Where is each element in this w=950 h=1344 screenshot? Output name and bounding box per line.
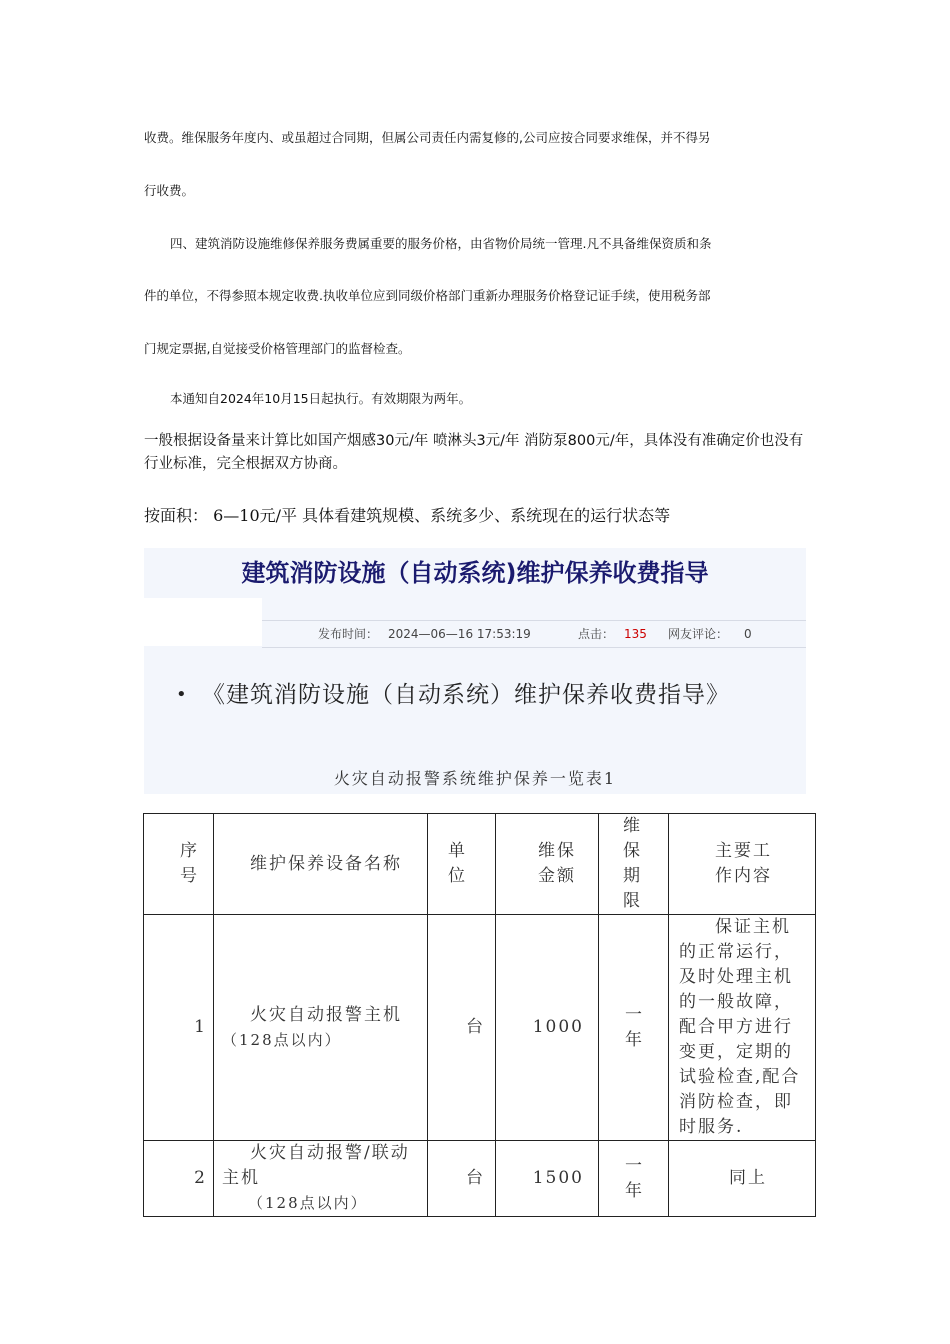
paragraph-4: 件的单位，不得参照本规定收费.执收单位应到同级价格部门重新办理服务价格登记证手续，使用税务部 (144, 288, 711, 303)
paragraph-5: 门规定票据,自觉接受价格管理部门的监督检查。 (144, 341, 411, 356)
row-name-cell (214, 1141, 428, 1217)
published-label: 发布时间： (318, 627, 379, 641)
header-amount: 维保金额 (496, 814, 599, 915)
clicks-value: 135 (624, 627, 647, 641)
row-period: 一年 (599, 1141, 669, 1217)
table-row (144, 915, 816, 1141)
paragraph-6: 本通知自2024年10月15日起执行。有效期限为两年。 (170, 391, 472, 406)
table-header-row (144, 814, 816, 915)
row-amount: 1500 (496, 1141, 599, 1217)
published-value: 2024—06—16 17:53:19 (388, 627, 531, 641)
table-row (144, 1141, 816, 1217)
header-content: 主要工作内容 (669, 814, 816, 915)
row-no: 1 (144, 915, 214, 1141)
bullet-icon: • (176, 684, 187, 705)
row-name: 火灾自动报警主机 (250, 1004, 402, 1025)
paragraph-1: 收费。维保服务年度内、或虽超过合同期，但属公司责任内需复修的,公司应按合同要求维保，并不得另 (144, 130, 711, 145)
row-name-cell (214, 915, 428, 1141)
row-no: 2 (144, 1141, 214, 1217)
row-content: 保证主机的正常运行，及时处理主机的一般故障，配合甲方进行变更，定期的试验检查,配合消防检查，即时服务. (669, 915, 816, 1141)
bullet-text[interactable]: 《建筑消防设施（自动系统）维护保养收费指导》 (202, 682, 730, 708)
comments-value: 0 (744, 627, 752, 641)
maintenance-fee-table (143, 813, 816, 1217)
row-period: 一年 (599, 915, 669, 1141)
paragraph-2: 行收费。 (144, 183, 195, 198)
table-caption: 火灾自动报警系统维护保养一览表1 (333, 769, 617, 788)
header-name: 维护保养设备名称 (214, 814, 428, 915)
comments-label: 网友评论： (668, 627, 729, 641)
header-unit: 单位 (428, 814, 496, 915)
row-content: 同上 (669, 1141, 816, 1217)
article-meta-bar (262, 620, 806, 648)
header-period: 维保期限 (599, 814, 669, 915)
row-amount: 1000 (496, 915, 599, 1141)
article-title: 建筑消防设施（自动系统)维护保养收费指导 (241, 559, 709, 587)
note-area-pricing: 按面积： 6—10元/平 具体看建筑规模、系统多少、系统现在的运行状态等 (144, 506, 671, 525)
note-device-pricing: 一般根据设备量来计算比如国产烟感30元/年 喷淋头3元/年 消防泵800元/年，具体没有准确定价也没有行业标准，完全根据双方协商。 (144, 433, 804, 472)
row-name: 火灾自动报警/联动主机 (222, 1143, 410, 1188)
row-name-note: （128点以内） (222, 1030, 342, 1049)
clicks-label: 点击： (578, 627, 615, 641)
paragraph-3: 四、建筑消防设施维修保养服务费属重要的服务价格，由省物价局统一管理.凡不具备维保资质和条 (170, 236, 712, 251)
banner-gap (144, 598, 262, 646)
header-no: 序号 (144, 814, 214, 915)
row-name-note: （128点以内） (248, 1194, 368, 1212)
row-unit: 台 (428, 915, 496, 1141)
row-unit: 台 (428, 1141, 496, 1217)
